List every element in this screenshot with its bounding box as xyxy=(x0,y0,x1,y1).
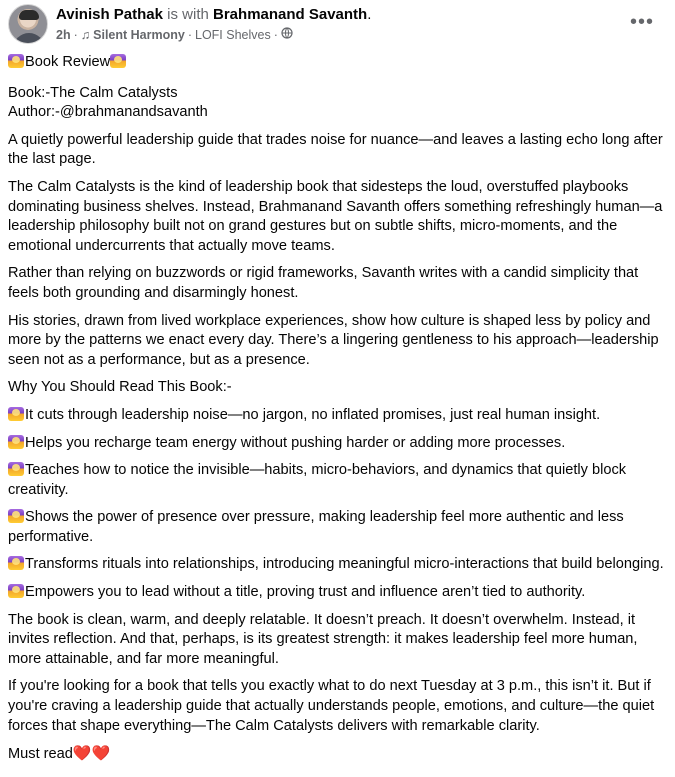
bullet-item xyxy=(8,555,668,575)
heading-text: Book Review xyxy=(25,54,111,70)
bullet-text: Empowers you to lead without a title, proving trust and influence aren’t tied to authority. xyxy=(25,584,586,601)
book-emoji-icon xyxy=(8,509,24,523)
closing-paragraph: If you're looking for a book that tells you exactly what to do next Tuesday at 3 p.m., this isn’t it. But if you're craving a leadership guide that actually understands people, emotions, and culture—the quiet forces that shape everything—The Calm Catalysts delivers with remarkable clarity. xyxy=(8,678,655,734)
avatar-shoulders xyxy=(13,33,45,44)
bullet-text: Transforms rituals into relationships, introducing meaningful micro-interactions that build belonging. xyxy=(25,556,664,573)
book-emoji-icon xyxy=(8,556,24,570)
music-track[interactable]: Silent Harmony xyxy=(93,28,185,42)
post-time[interactable]: 2h xyxy=(56,28,71,42)
bullet-text: Shows the power of presence over pressure, making leadership feel more authentic and less performative. xyxy=(8,509,624,545)
post-content xyxy=(8,53,668,765)
globe-icon xyxy=(281,27,293,43)
music-note-icon: ♫ xyxy=(80,28,91,42)
bullet-item xyxy=(8,508,668,547)
paragraph: His stories, drawn from lived workplace experiences, show how culture is shaped less by policy and more by the patterns we enact every day. There’s a lingering gentleness to his approach—leadership seen not as a performance, but as a presence. xyxy=(8,312,659,368)
bullet-item xyxy=(8,406,668,426)
meta-separator: · xyxy=(73,28,78,42)
bullet-text: It cuts through leadership noise—no jargon, no inflated promises, just real human insight. xyxy=(25,406,601,423)
tagged-user-link[interactable]: Brahmanand Savanth xyxy=(213,6,368,23)
meta-separator: · xyxy=(187,28,192,42)
author-name-link[interactable]: Avinish Pathak xyxy=(56,6,163,23)
book-emoji-icon xyxy=(8,407,24,421)
heart-icon: ❤️❤️ xyxy=(72,745,111,763)
bullet-text: Helps you recharge team energy without pushing harder or adding more processes. xyxy=(25,434,566,451)
music-artist[interactable]: LOFI Shelves xyxy=(195,28,271,42)
post-heading xyxy=(8,53,668,73)
bullet-item xyxy=(8,434,668,454)
post-author-line: Avinish Pathak is with Brahmanand Savanth. xyxy=(56,6,372,23)
meta-separator: · xyxy=(273,28,278,42)
post-header xyxy=(0,0,675,50)
book-line: Book:-The Calm Catalysts xyxy=(8,84,178,101)
book-emoji-icon xyxy=(110,54,126,68)
book-emoji-icon xyxy=(8,54,24,68)
bullet-item xyxy=(8,461,668,500)
bullet-text: Teaches how to notice the invisible—habits, micro-behaviors, and dynamics that quietly block creativity. xyxy=(8,462,627,498)
closing-paragraph: The book is clean, warm, and deeply relatable. It doesn’t preach. It doesn’t overwhelm. Instead, it invites reflection. And that, perhaps, is its greatest strength: it makes leadership feel more human, more attainable, and far more meaningful. xyxy=(8,611,638,667)
author-avatar[interactable] xyxy=(8,4,48,44)
paragraph: The Calm Catalysts is the kind of leadership book that sidesteps the loud, overstuffed playbooks dominating business shelves. Instead, Brahmanand Savanth offers something refreshingly human—a leadership philosophy built not on grand gestures but on subtle shifts, micro-moments, and the emotional undercurrents that actually move teams. xyxy=(8,178,663,254)
book-emoji-icon xyxy=(8,584,24,598)
bullet-item xyxy=(8,583,668,603)
avatar-hair xyxy=(19,10,39,20)
author-line: Author:-@brahmanandsavanth xyxy=(8,104,208,121)
why-heading: Why You Should Read This Book:- xyxy=(8,379,232,396)
paragraph: A quietly powerful leadership guide that trades noise for nuance—and leaves a lasting echo long after the last page. xyxy=(8,131,663,168)
final-line xyxy=(8,744,668,765)
final-text: Must read xyxy=(8,746,73,763)
paragraph: Rather than relying on buzzwords or rigid frameworks, Savanth writes with a candid simplicity that feels both grounding and disarmingly honest. xyxy=(8,265,639,301)
book-emoji-icon xyxy=(8,462,24,476)
more-options-icon[interactable]: ••• xyxy=(629,11,654,33)
with-text: is with xyxy=(167,6,209,23)
book-emoji-icon xyxy=(8,435,24,449)
post-meta xyxy=(56,27,293,43)
